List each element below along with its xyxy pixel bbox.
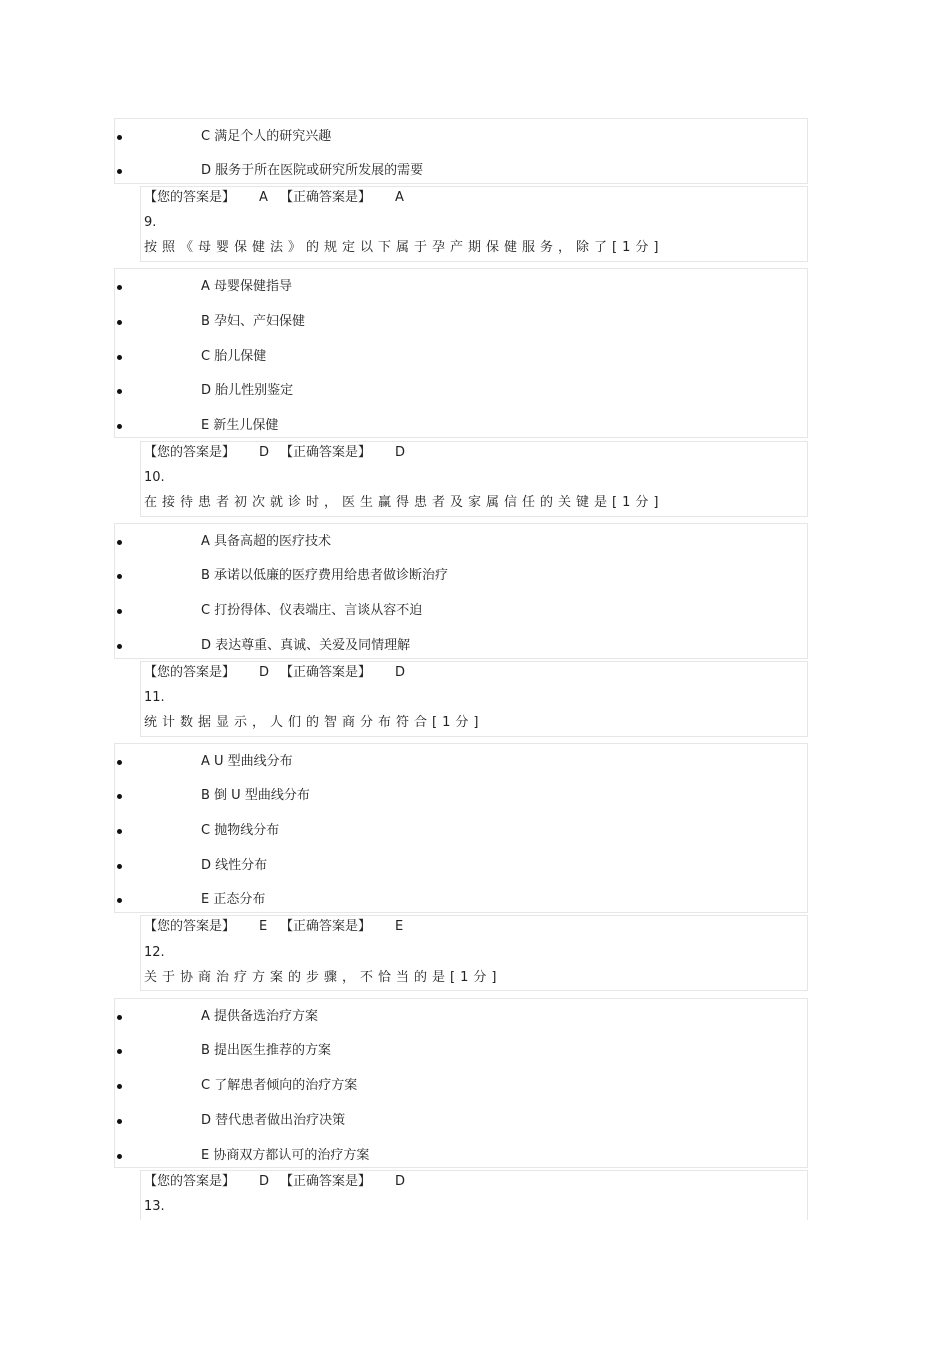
option-item[interactable]: D 服务于所在医院或研究所发展的需要 xyxy=(117,162,797,182)
your-answer-label: 【您的答案是】 xyxy=(144,190,236,205)
bullet-icon xyxy=(117,135,122,140)
correct-answer-label: 【正确答案是】 xyxy=(280,1174,372,1189)
question-number: 12. xyxy=(144,945,165,960)
correct-answer-value: E xyxy=(395,919,404,934)
bullet-icon xyxy=(117,1154,122,1159)
question-text: 统计数据显示，人们的智商分布符合[1分] xyxy=(144,715,484,730)
option-item[interactable]: D 替代患者做出治疗决策 xyxy=(117,1112,797,1132)
option-item[interactable]: A 提供备选治疗方案 xyxy=(117,1008,797,1028)
correct-answer-label: 【正确答案是】 xyxy=(280,919,372,934)
option-item[interactable]: C 抛物线分布 xyxy=(117,822,797,842)
your-answer-label: 【您的答案是】 xyxy=(144,919,236,934)
bullet-icon xyxy=(117,760,122,765)
option-item[interactable]: E 正态分布 xyxy=(117,891,797,911)
option-item[interactable]: B 孕妇、产妇保健 xyxy=(117,313,797,333)
option-item[interactable]: C 满足个人的研究兴趣 xyxy=(117,128,797,148)
option-item[interactable]: A 具备高超的医疗技术 xyxy=(117,533,797,553)
bullet-icon xyxy=(117,285,122,290)
question-text: 按照《母婴保健法》的规定以下属于孕产期保健服务，除了[1分] xyxy=(144,240,664,255)
bullet-icon xyxy=(117,540,122,545)
correct-answer-value: D xyxy=(395,445,406,460)
bullet-icon xyxy=(117,574,122,579)
option-item[interactable]: C 胎儿保健 xyxy=(117,348,797,368)
your-answer-label: 【您的答案是】 xyxy=(144,1174,236,1189)
question-text: 在接待患者初次就诊时，医生赢得患者及家属信任的关键是[1分] xyxy=(144,495,664,510)
correct-answer-label: 【正确答案是】 xyxy=(280,445,372,460)
option-item[interactable]: B 倒 U 型曲线分布 xyxy=(117,787,797,807)
your-answer-value: A xyxy=(259,190,268,205)
option-item[interactable]: D 胎儿性别鉴定 xyxy=(117,382,797,402)
option-item[interactable]: D 线性分布 xyxy=(117,857,797,877)
bullet-icon xyxy=(117,609,122,614)
question-number: 9. xyxy=(144,215,157,230)
bullet-icon xyxy=(117,424,122,429)
option-item[interactable]: A U 型曲线分布 xyxy=(117,753,797,773)
option-item[interactable]: E 新生儿保健 xyxy=(117,417,797,437)
correct-answer-value: D xyxy=(395,665,406,680)
option-item[interactable]: B 承诺以低廉的医疗费用给患者做诊断治疗 xyxy=(117,567,797,587)
bullet-icon xyxy=(117,864,122,869)
bullet-icon xyxy=(117,389,122,394)
correct-answer-value: A xyxy=(395,190,404,205)
option-item[interactable]: C 打扮得体、仪表端庄、言谈从容不迫 xyxy=(117,602,797,622)
bullet-icon xyxy=(117,1084,122,1089)
your-answer-label: 【您的答案是】 xyxy=(144,445,236,460)
your-answer-value: E xyxy=(259,919,268,934)
bullet-icon xyxy=(117,1015,122,1020)
correct-answer-label: 【正确答案是】 xyxy=(280,190,372,205)
question-number: 13. xyxy=(144,1199,165,1214)
bullet-icon xyxy=(117,794,122,799)
bullet-icon xyxy=(117,644,122,649)
question-number: 11. xyxy=(144,690,165,705)
option-item[interactable]: D 表达尊重、真诚、关爱及同情理解 xyxy=(117,637,797,657)
your-answer-value: D xyxy=(259,1174,270,1189)
bullet-icon xyxy=(117,1049,122,1054)
question-text: 关于协商治疗方案的步骤，不恰当的是[1分] xyxy=(144,970,502,985)
correct-answer-value: D xyxy=(395,1174,406,1189)
answer-box-q12 xyxy=(140,1170,808,1220)
bullet-icon xyxy=(117,1119,122,1124)
your-answer-label: 【您的答案是】 xyxy=(144,665,236,680)
bullet-icon xyxy=(117,898,122,903)
bullet-icon xyxy=(117,355,122,360)
option-item[interactable]: B 提出医生推荐的方案 xyxy=(117,1042,797,1062)
option-item[interactable]: E 协商双方都认可的治疗方案 xyxy=(117,1147,797,1167)
bullet-icon xyxy=(117,169,122,174)
bullet-icon xyxy=(117,829,122,834)
your-answer-value: D xyxy=(259,665,270,680)
question-number: 10. xyxy=(144,470,165,485)
bullet-icon xyxy=(117,320,122,325)
your-answer-value: D xyxy=(259,445,270,460)
correct-answer-label: 【正确答案是】 xyxy=(280,665,372,680)
option-item[interactable]: C 了解患者倾向的治疗方案 xyxy=(117,1077,797,1097)
option-item[interactable]: A 母婴保健指导 xyxy=(117,278,797,298)
